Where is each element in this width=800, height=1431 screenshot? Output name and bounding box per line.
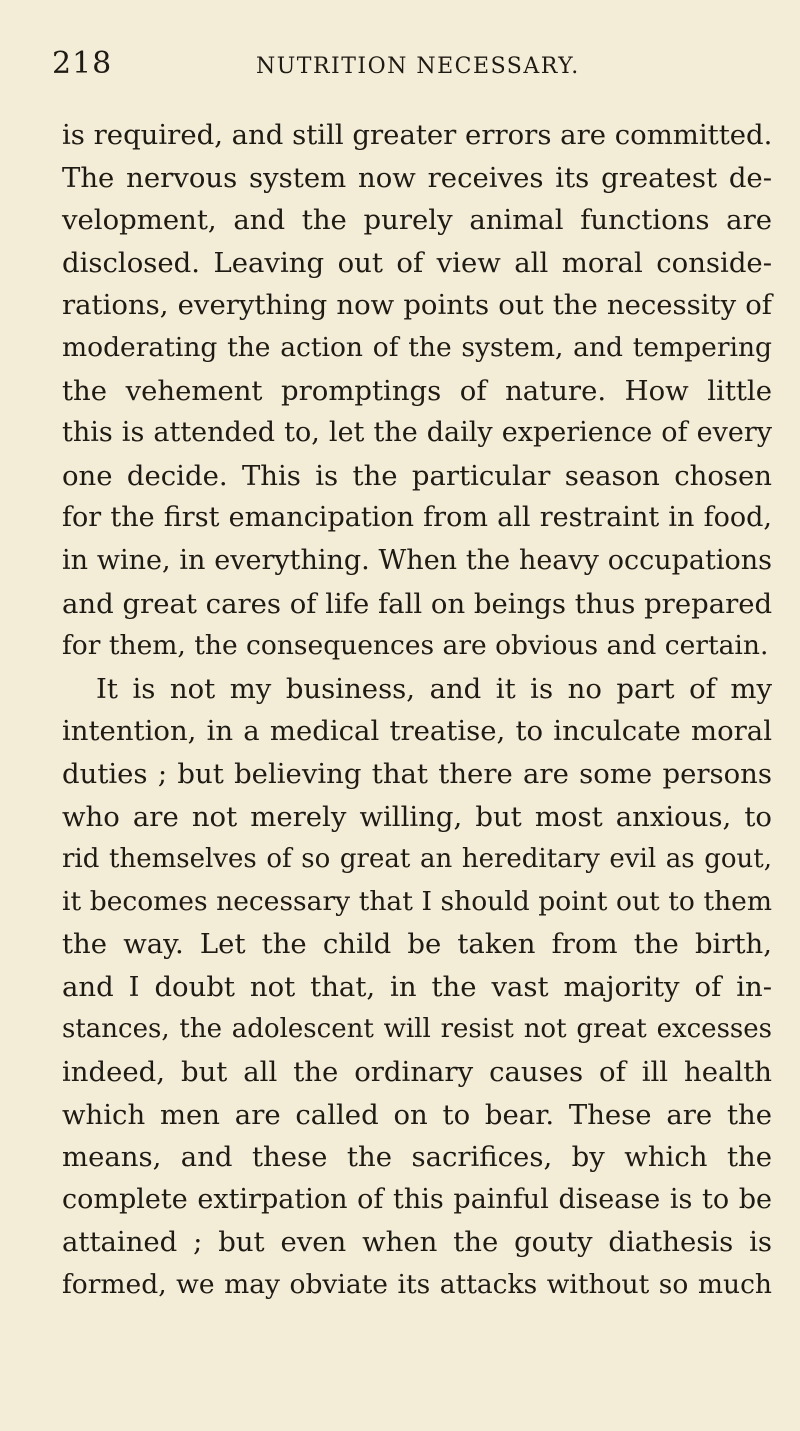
text-line: stances, the adolescent will resist not great excesses (62, 1014, 772, 1045)
text-line: who are not merely willing, but most anxious, to (62, 800, 772, 833)
text-line: for them, the consequences are obvious and certain. (62, 630, 769, 662)
text-line: velopment, and the purely animal functions are (62, 204, 772, 237)
text-line: duties ; but believing that there are some persons (62, 757, 772, 790)
text-line: and great cares of life fall on beings thus prepared (62, 587, 773, 620)
text-line: for the first emancipation from all restraint in food, (62, 502, 772, 534)
text-line: means, and these the sacrifices, by which the (62, 1141, 772, 1174)
text-line: rid themselves of so great an hereditary evil as gout, (62, 844, 772, 875)
body-text (62, 114, 772, 1307)
text-line: in wine, in everything. When the heavy occupations (62, 544, 772, 576)
page-number: 218 (52, 46, 113, 81)
text-line: it becomes necessary that I should point out to them (62, 885, 772, 917)
text-line: complete extirpation of this painful disease is to be (62, 1183, 772, 1215)
text-line: the way. Let the child be taken from the birth, (62, 928, 772, 961)
text-line: attained ; but even when the gouty diathesis is (62, 1226, 772, 1259)
text-line: rations, everything now points out the necessity of (62, 289, 772, 322)
text-line: one decide. This is the particular season chosen (62, 459, 772, 492)
running-head: NUTRITION NECESSARY. (256, 54, 580, 79)
text-line: the vehement promptings of nature. How little (62, 374, 772, 407)
text-line: formed, we may obviate its attacks without so much (62, 1269, 772, 1301)
text-line: The nervous system now receives its greatest de- (62, 161, 772, 194)
text-line: is required, and still greater errors are committed. (62, 119, 773, 151)
text-line: It is not my business, and it is no part of my (96, 672, 772, 705)
text-line: disclosed. Leaving out of view all moral conside- (62, 246, 772, 279)
text-line: and I doubt not that, in the vast majority of in- (62, 970, 772, 1003)
text-line: indeed, but all the ordinary causes of ill health (62, 1056, 772, 1089)
text-line: this is attended to, let the daily experience of every (62, 417, 772, 449)
text-line: intention, in a medical treatise, to inculcate moral (62, 715, 772, 748)
text-line: moderating the action of the system, and tempering (62, 331, 772, 363)
text-line: which men are called on to bear. These are the (62, 1098, 772, 1131)
